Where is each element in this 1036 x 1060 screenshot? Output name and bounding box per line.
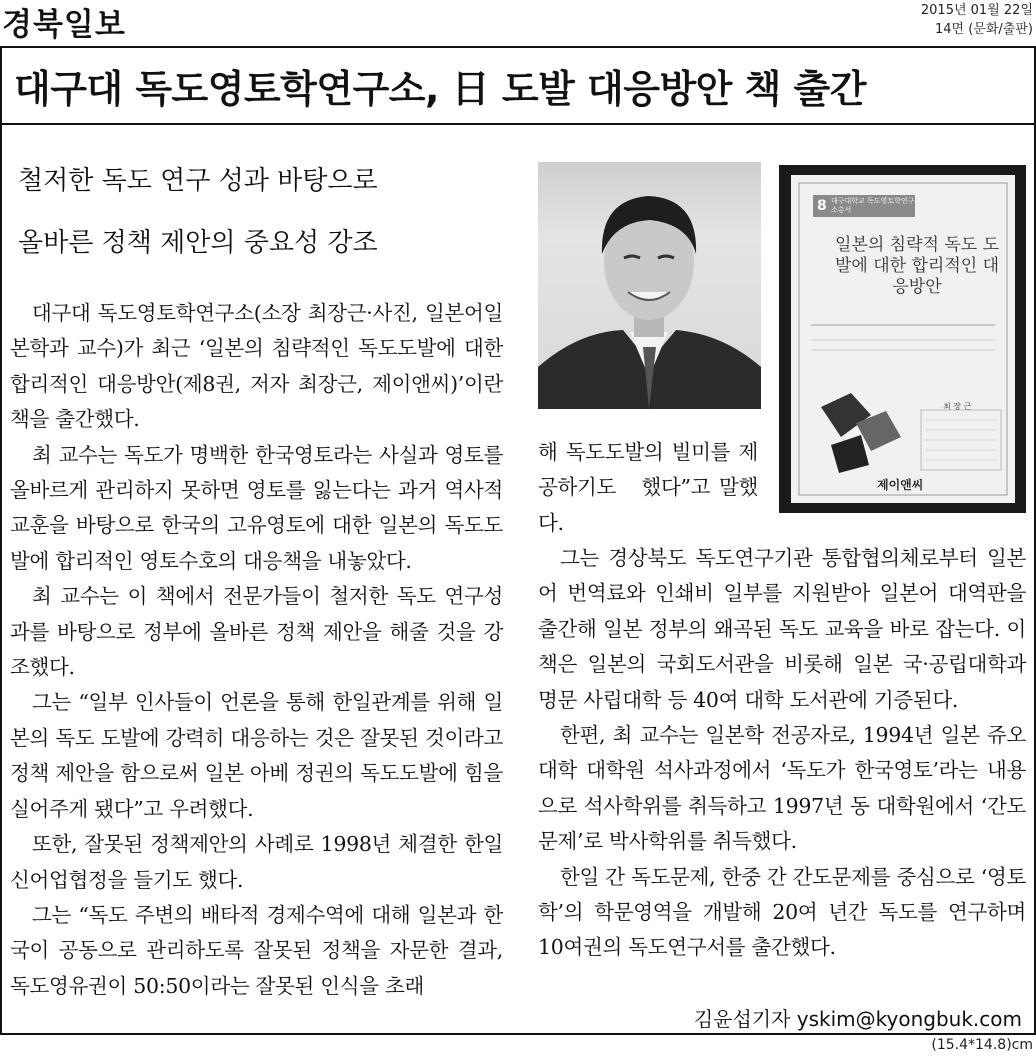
book-cover — [791, 175, 1015, 503]
reporter-byline: 김윤섭기자 yskim@kyongbuk.com — [693, 1007, 1022, 1031]
publication-date: 2015년 01월 22일 — [920, 3, 1033, 18]
book-author: 최 장 근 — [943, 402, 972, 411]
paragraph: 최 교수는 독도가 명백한 한국영토라는 사실과 영토를 올바르게 관리하지 못하면 영토를 잃는다는 과거 역사적 교훈을 바탕으로 한국의 고유영토에 대한 일본의 독도도발에 합리적인 영토수호의 대응책을 내놓았다. — [10, 442, 503, 573]
book-series-badge — [813, 195, 915, 217]
book-series-name: 대구대학교 독도영토학연구소총서 — [831, 197, 915, 214]
page-section: 14면 (문화/출판) — [935, 22, 1033, 37]
paragraph: 그는 “독도 주변의 배타적 경제수역에 대해 일본과 한국이 공동으로 관리하도록 잘못된 정책을 자문한 결과, 독도영유권이 50:50이라는 잘못된 인식을 초래 — [10, 902, 503, 998]
paragraph: 최 교수는 이 책에서 전문가들이 철저한 독도 연구성과를 바탕으로 정부에 올바른 정책 제안을 해줄 것을 강조했다. — [10, 584, 503, 680]
book-publisher: 제이앤씨 — [877, 478, 924, 492]
article-column-2 — [538, 541, 1026, 966]
headline-divider — [0, 123, 1034, 125]
dateline — [921, 1, 1033, 39]
paragraph: 대구대 독도영토학연구소(소장 최장근·사진, 일본어일본학과 교수)가 최근 ‘일본의 침략적인 독도도발에 대한 합리적인 대응방안(제8권, 저자 최장근, 제이앤씨)’이란 책을 출간했다. — [10, 301, 503, 432]
paragraph-continuation: 해 독도도발의 빌미를 제공하기도 했다”고 말했다. — [538, 440, 758, 535]
book-series-number: 8 — [817, 198, 827, 214]
paragraph: 또한, 잘못된 정책제안의 사례로 1998년 체결한 한일 신어업협정을 들기도 했다. — [10, 832, 503, 892]
author-portrait-photo — [538, 162, 761, 409]
paragraph: 한편, 최 교수는 일본학 전공자로, 1994년 일본 쥬오대학 대학원 석사과정에서 ‘독도가 한국영토’라는 내용으로 석사학위를 취득하고 1997년 동 대학원에서 ‘간도문제’로 박사학위를 취득했다. — [538, 723, 1026, 854]
clipping-size-note: (15.4*14.8)cm — [931, 1037, 1033, 1053]
headline: 대구대 독도영토학연구소, 日 도발 대응방안 책 출간 — [14, 67, 866, 111]
article-column-1 — [10, 296, 503, 1004]
masthead — [0, 0, 1036, 46]
paragraph: 한일 간 독도문제, 한중 간 간도문제를 중심으로 ‘영토학’의 학문영역을 개발해 20여 년간 독도를 연구하며 10여권의 독도연구서를 출간했다. — [538, 864, 1026, 960]
subheadline-1: 철저한 독도 연구 성과 바탕으로 — [18, 166, 378, 196]
article-column-2-continuation — [538, 435, 758, 541]
paragraph: 그는 “일부 인사들이 언론을 통해 한일관계를 위해 일본의 독도 도발에 강력히 대응하는 것은 잘못된 것이라고 정책 제안을 함으로써 일본 아베 정권의 독도도발에 힘을 실어주게 됐다”고 우려했다. — [10, 690, 503, 821]
subheadline-2: 올바른 정책 제안의 중요성 강조 — [18, 228, 378, 258]
paragraph: 그는 경상북도 독도연구기관 통합협의체로부터 일본어 번역료와 인쇄비 일부를 지원받아 일본어 대역판을 출간해 일본 정부의 왜곡된 독도 교육을 바로 잡는다. 이 책은 일본의 국회도서관을 비롯해 일본 국·공립대학과 명문 사립대학 등 40여 대학 도서관에 기증된다. — [538, 546, 1026, 712]
book-cover-art — [791, 175, 1015, 503]
book-cover-photo — [779, 165, 1026, 513]
portrait-illustration — [538, 162, 761, 409]
book-title: 일본의 침략적 독도 도발에 대한 합리적인 대응방안 — [834, 235, 999, 297]
newspaper-logo: 경북일보 — [2, 7, 126, 43]
